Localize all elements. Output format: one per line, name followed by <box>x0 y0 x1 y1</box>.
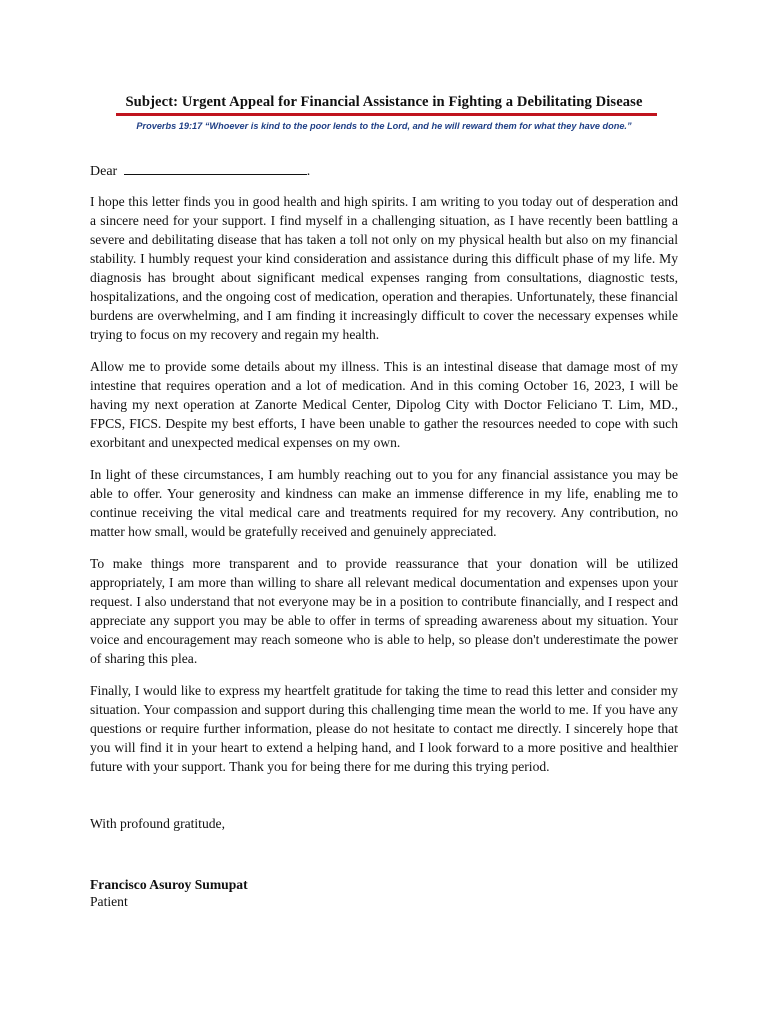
letter-subject: Subject: Urgent Appeal for Financial Assistance in Fighting a Debilitating Disease <box>125 94 643 110</box>
subject-underline-rule <box>116 113 657 116</box>
paragraph-gratitude: Finally, I would like to express my heartfelt gratitude for taking the time to read this letter and consider my situation. Your compassion and support during this challenging time mean the world to me. If you have any questions or require further information, please do not hesitate to contact me directly. I sincerely hope that you will find it in your heart to extend a helping hand, and I look forward to a more positive and healthier future with your support. Thank you for being there for me during this trying period. <box>90 683 678 774</box>
salutation <box>90 160 310 181</box>
signer-role: Patient <box>90 894 128 909</box>
salutation-word: Dear <box>90 164 118 179</box>
letter-body <box>90 192 678 789</box>
salutation-period: . <box>306 164 311 179</box>
signer-name: Francisco Asuroy Sumupat <box>90 877 248 892</box>
bible-verse: Proverbs 19:17 “Whoever is kind to the poor lends to the Lord, and he will reward them for what they have done.” <box>136 121 632 131</box>
paragraph-illness-details: Allow me to provide some details about my illness. This is an intestinal disease that damage most of my intestine that requires operation and a lot of medication. And in this coming October 16, 2023, I will be having my next operation at Zanorte Medical Center, Dipolog City with Doctor Feliciano T. Lim, MD., FPCS, FICS. Despite my best efforts, I have been unable to gather the resources needed to cope with such exorbitant and unexpected medical expenses on my own. <box>90 359 678 450</box>
recipient-blank-line <box>124 160 307 175</box>
paragraph-transparency: To make things more transparent and to provide reassurance that your donation will be utilized appropriately, I am more than willing to share all relevant medical documentation and expenses upon your request. I also understand that not everyone may be in a position to contribute financially, and I respect and appreciate any support you may be able to offer in terms of spreading awareness about my situation. Your voice and encouragement may reach someone who is able to help, so please don't underestimate the power of sharing this plea. <box>90 556 678 666</box>
paragraph-intro: I hope this letter finds you in good health and high spirits. I am writing to you today out of desperation and a sincere need for your support. I find myself in a challenging situation, as I have recently been battling a severe and debilitating disease that has taken a toll not only on my physical health but also on my financial stability. I humbly request your kind consideration and assistance during this difficult phase of my life. My diagnosis has brought about significant medical expenses ranging from consultations, diagnostic tests, hospitalizations, and the ongoing cost of medication, operation and therapies. Unfortunately, these financial burdens are overwhelming, and I am finding it increasingly difficult to cover the necessary expenses while trying to focus on my recovery and regain my health. <box>90 194 678 342</box>
closing-line: With profound gratitude, <box>90 816 225 831</box>
paragraph-request: In light of these circumstances, I am humbly reaching out to you for any financial assistance you may be able to offer. Your generosity and kindness can make an immense difference in my life, enabling me to continue receiving the vital medical care and treatments required for my recovery. Any contribution, no matter how small, would be gratefully received and genuinely appreciated. <box>90 467 678 539</box>
